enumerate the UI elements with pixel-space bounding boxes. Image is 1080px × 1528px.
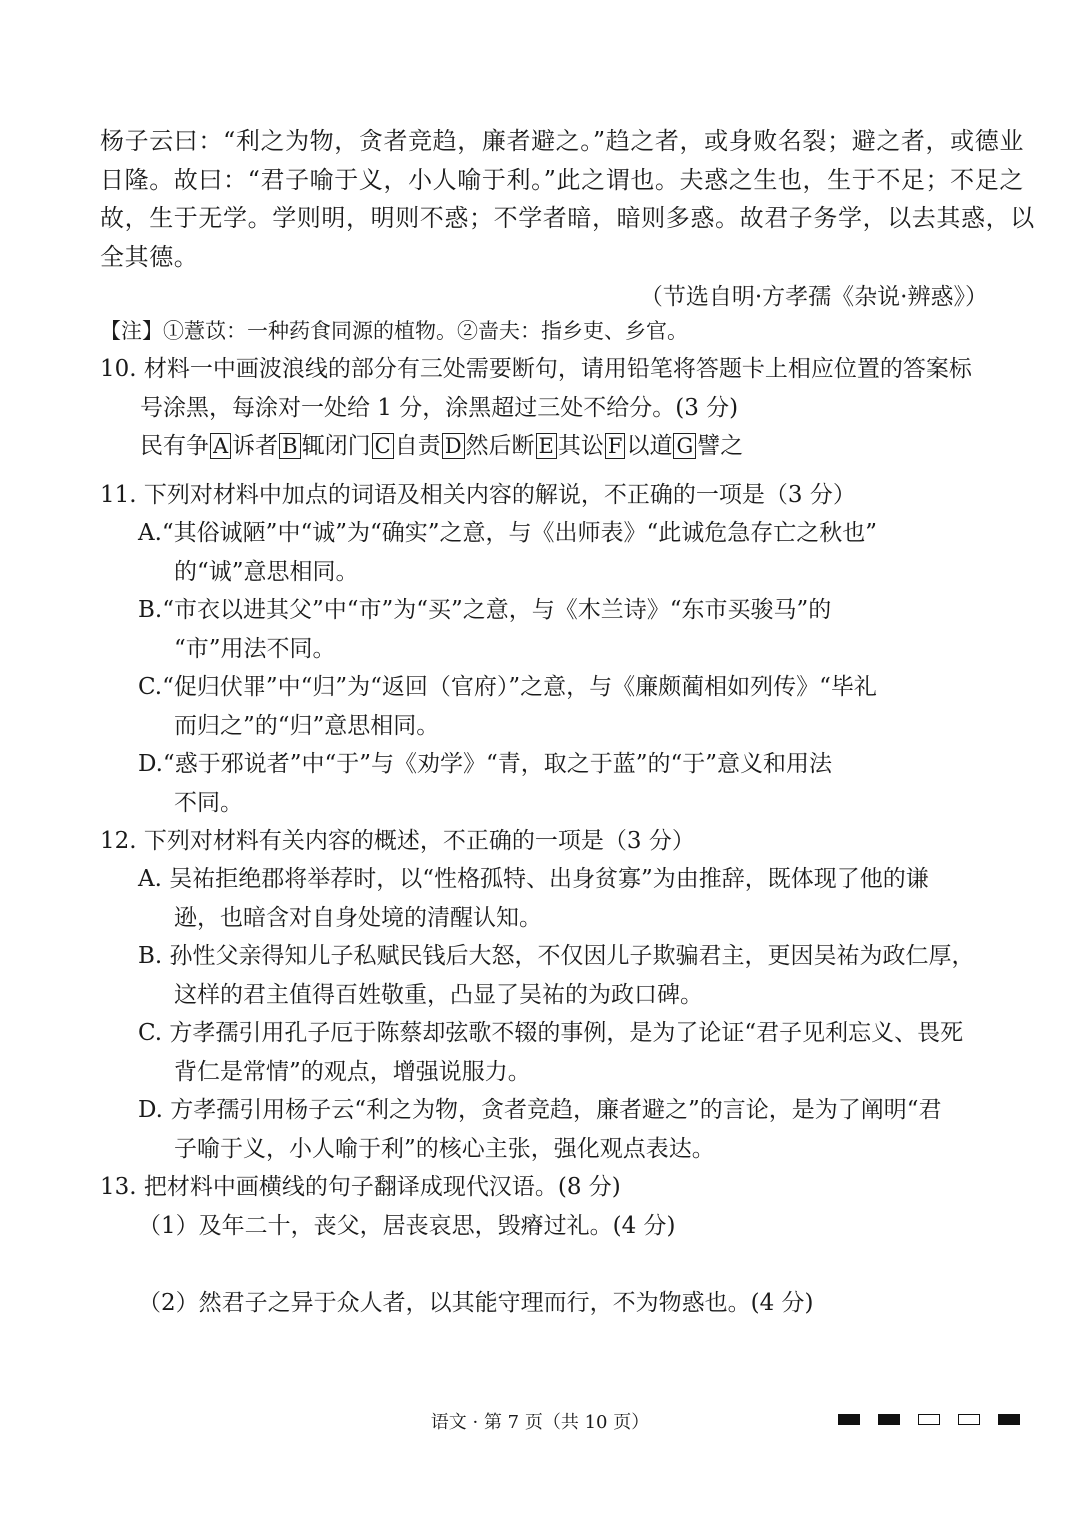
- passage-note: 【注】①薏苡：一种药食同源的植物。②啬夫：指乡吏、乡官。: [100, 319, 688, 343]
- passage-line: 日隆。故曰：“君子喻于义，小人喻于利。”此之谓也。夫惑之生也，生于不足；不足之: [100, 165, 1024, 194]
- option-line: 这样的君主值得百姓敬重，凸显了吴祐的为政口碑。: [174, 981, 703, 1008]
- segment-text: 譬之: [697, 433, 744, 459]
- option-line: C.“促归伏罪”中“归”为“返回（官府）”之意，与《廉颇蔺相如列传》“毕礼: [138, 674, 877, 700]
- passage-line: 杨子云曰：“利之为物，贪者竞趋，廉者避之。”趋之者，或身败名裂；避之者，或德业: [100, 127, 1024, 155]
- question-11-option-d[interactable]: [138, 745, 998, 822]
- passage-line: 故，生于无学。学则明，明则不惑；不学者暗，暗则多惑。故君子务学，以去其惑，以: [100, 204, 1035, 232]
- question-12-option-b[interactable]: [138, 937, 998, 1014]
- option-line: A.“其俗诚陋”中“诚”为“确实”之意，与《出师表》“此诚危急存亡之秋也”: [138, 520, 877, 546]
- passage-line: 全其德。: [100, 242, 199, 271]
- option-line: D. 方孝孺引用杨子云“利之为物，贪者竞趋，廉者避之”的言论，是为了阐明“君: [138, 1097, 942, 1123]
- question-10-line2: 号涂黑，每涂对一处给 1 分，涂黑超过三处不给分。(3 分): [140, 394, 739, 421]
- option-line: 背仁是常情”的观点，增强说服力。: [174, 1058, 531, 1085]
- question-12-option-c[interactable]: [138, 1014, 998, 1091]
- passage-source: （节选自明·方孝孺《杂说·辨惑》）: [639, 284, 988, 310]
- punctuation-segment-line: [100, 427, 995, 466]
- option-line: 而归之”的“归”意思相同。: [174, 712, 440, 739]
- question-10-line1: 10. 材料一中画波浪线的部分有三处需要断句，请用铅笔将答题卡上相应位置的答案标: [100, 356, 972, 382]
- scan-mark-filled: [878, 1414, 900, 1425]
- option-line: C. 方孝孺引用孔子厄于陈蔡却弦歌不辍的事例，是为了论证“君子见利忘义、畏死: [138, 1020, 964, 1046]
- segment-text: 民有争: [140, 433, 209, 459]
- option-line: B.“市衣以进其父”中“市”为“买”之意，与《木兰诗》“东市买骏马”的: [138, 597, 832, 623]
- question-13-sub1: （1）及年二十，丧父，居丧哀思，毁瘠过礼。(4 分): [138, 1213, 676, 1239]
- passage: [100, 122, 1035, 276]
- segment-text: 自责: [394, 433, 441, 459]
- scan-mark-empty: [918, 1414, 940, 1425]
- question-13-sub2: （2）然君子之异于众人者，以其能守理而行，不为物惑也。(4 分): [138, 1290, 814, 1316]
- question-11-option-c[interactable]: [138, 668, 998, 745]
- question-11-option-b[interactable]: [138, 591, 998, 668]
- scan-mark-filled: [998, 1414, 1020, 1425]
- question-12-option-d[interactable]: [138, 1091, 998, 1168]
- option-line: 逊，也暗含对自身处境的清醒认知。: [174, 904, 542, 931]
- segment-text: 辄闭门: [301, 433, 371, 459]
- break-box-a[interactable]: A: [210, 433, 231, 459]
- scan-mark-filled: [838, 1414, 860, 1425]
- question-12-stem: 12. 下列对材料有关内容的概述，不正确的一项是（3 分）: [100, 828, 695, 854]
- question-13-stem: 13. 把材料中画横线的句子翻译成现代汉语。(8 分): [100, 1174, 621, 1200]
- option-line: 的“诚”意思相同。: [174, 558, 359, 585]
- option-line: A. 吴祐拒绝郡将举荐时，以“性格孤特、出身贫寡”为由推辞，既体现了他的谦: [138, 866, 929, 892]
- segment-text: 诉者: [232, 433, 279, 459]
- segment-text: 以道: [626, 433, 673, 459]
- option-line: 子喻于义，小人喻于利”的核心主张，强化观点表达。: [174, 1135, 715, 1162]
- option-line: D.“惑于邪说者”中“于”与《劝学》“青，取之于蓝”的“于”意义和用法: [138, 751, 832, 777]
- option-line: “市”用法不同。: [174, 635, 336, 662]
- question-11-stem: 11. 下列对材料中加点的词语及相关内容的解说，不正确的一项是（3 分）: [100, 482, 856, 508]
- scan-marks: [838, 1414, 1020, 1425]
- break-box-f[interactable]: F: [605, 433, 626, 459]
- scan-mark-empty: [958, 1414, 980, 1425]
- break-box-d[interactable]: D: [442, 433, 465, 459]
- segment-text: 其讼: [557, 433, 604, 459]
- page-footer: 语文 · 第 7 页（共 10 页）: [430, 1412, 650, 1433]
- break-box-e[interactable]: E: [536, 433, 557, 459]
- break-box-b[interactable]: B: [279, 433, 300, 459]
- segment-text: 然后断: [465, 433, 535, 459]
- break-box-g[interactable]: G: [673, 433, 696, 459]
- question-11-option-a[interactable]: [138, 514, 998, 591]
- question-12-option-a[interactable]: [138, 860, 998, 937]
- break-box-c[interactable]: C: [372, 433, 394, 459]
- option-line: B. 孙性父亲得知儿子私赋民钱后大怒，不仅因儿子欺骗君主，更因吴祐为政仁厚，: [138, 943, 975, 969]
- option-line: 不同。: [174, 789, 243, 816]
- question-10: [100, 350, 995, 466]
